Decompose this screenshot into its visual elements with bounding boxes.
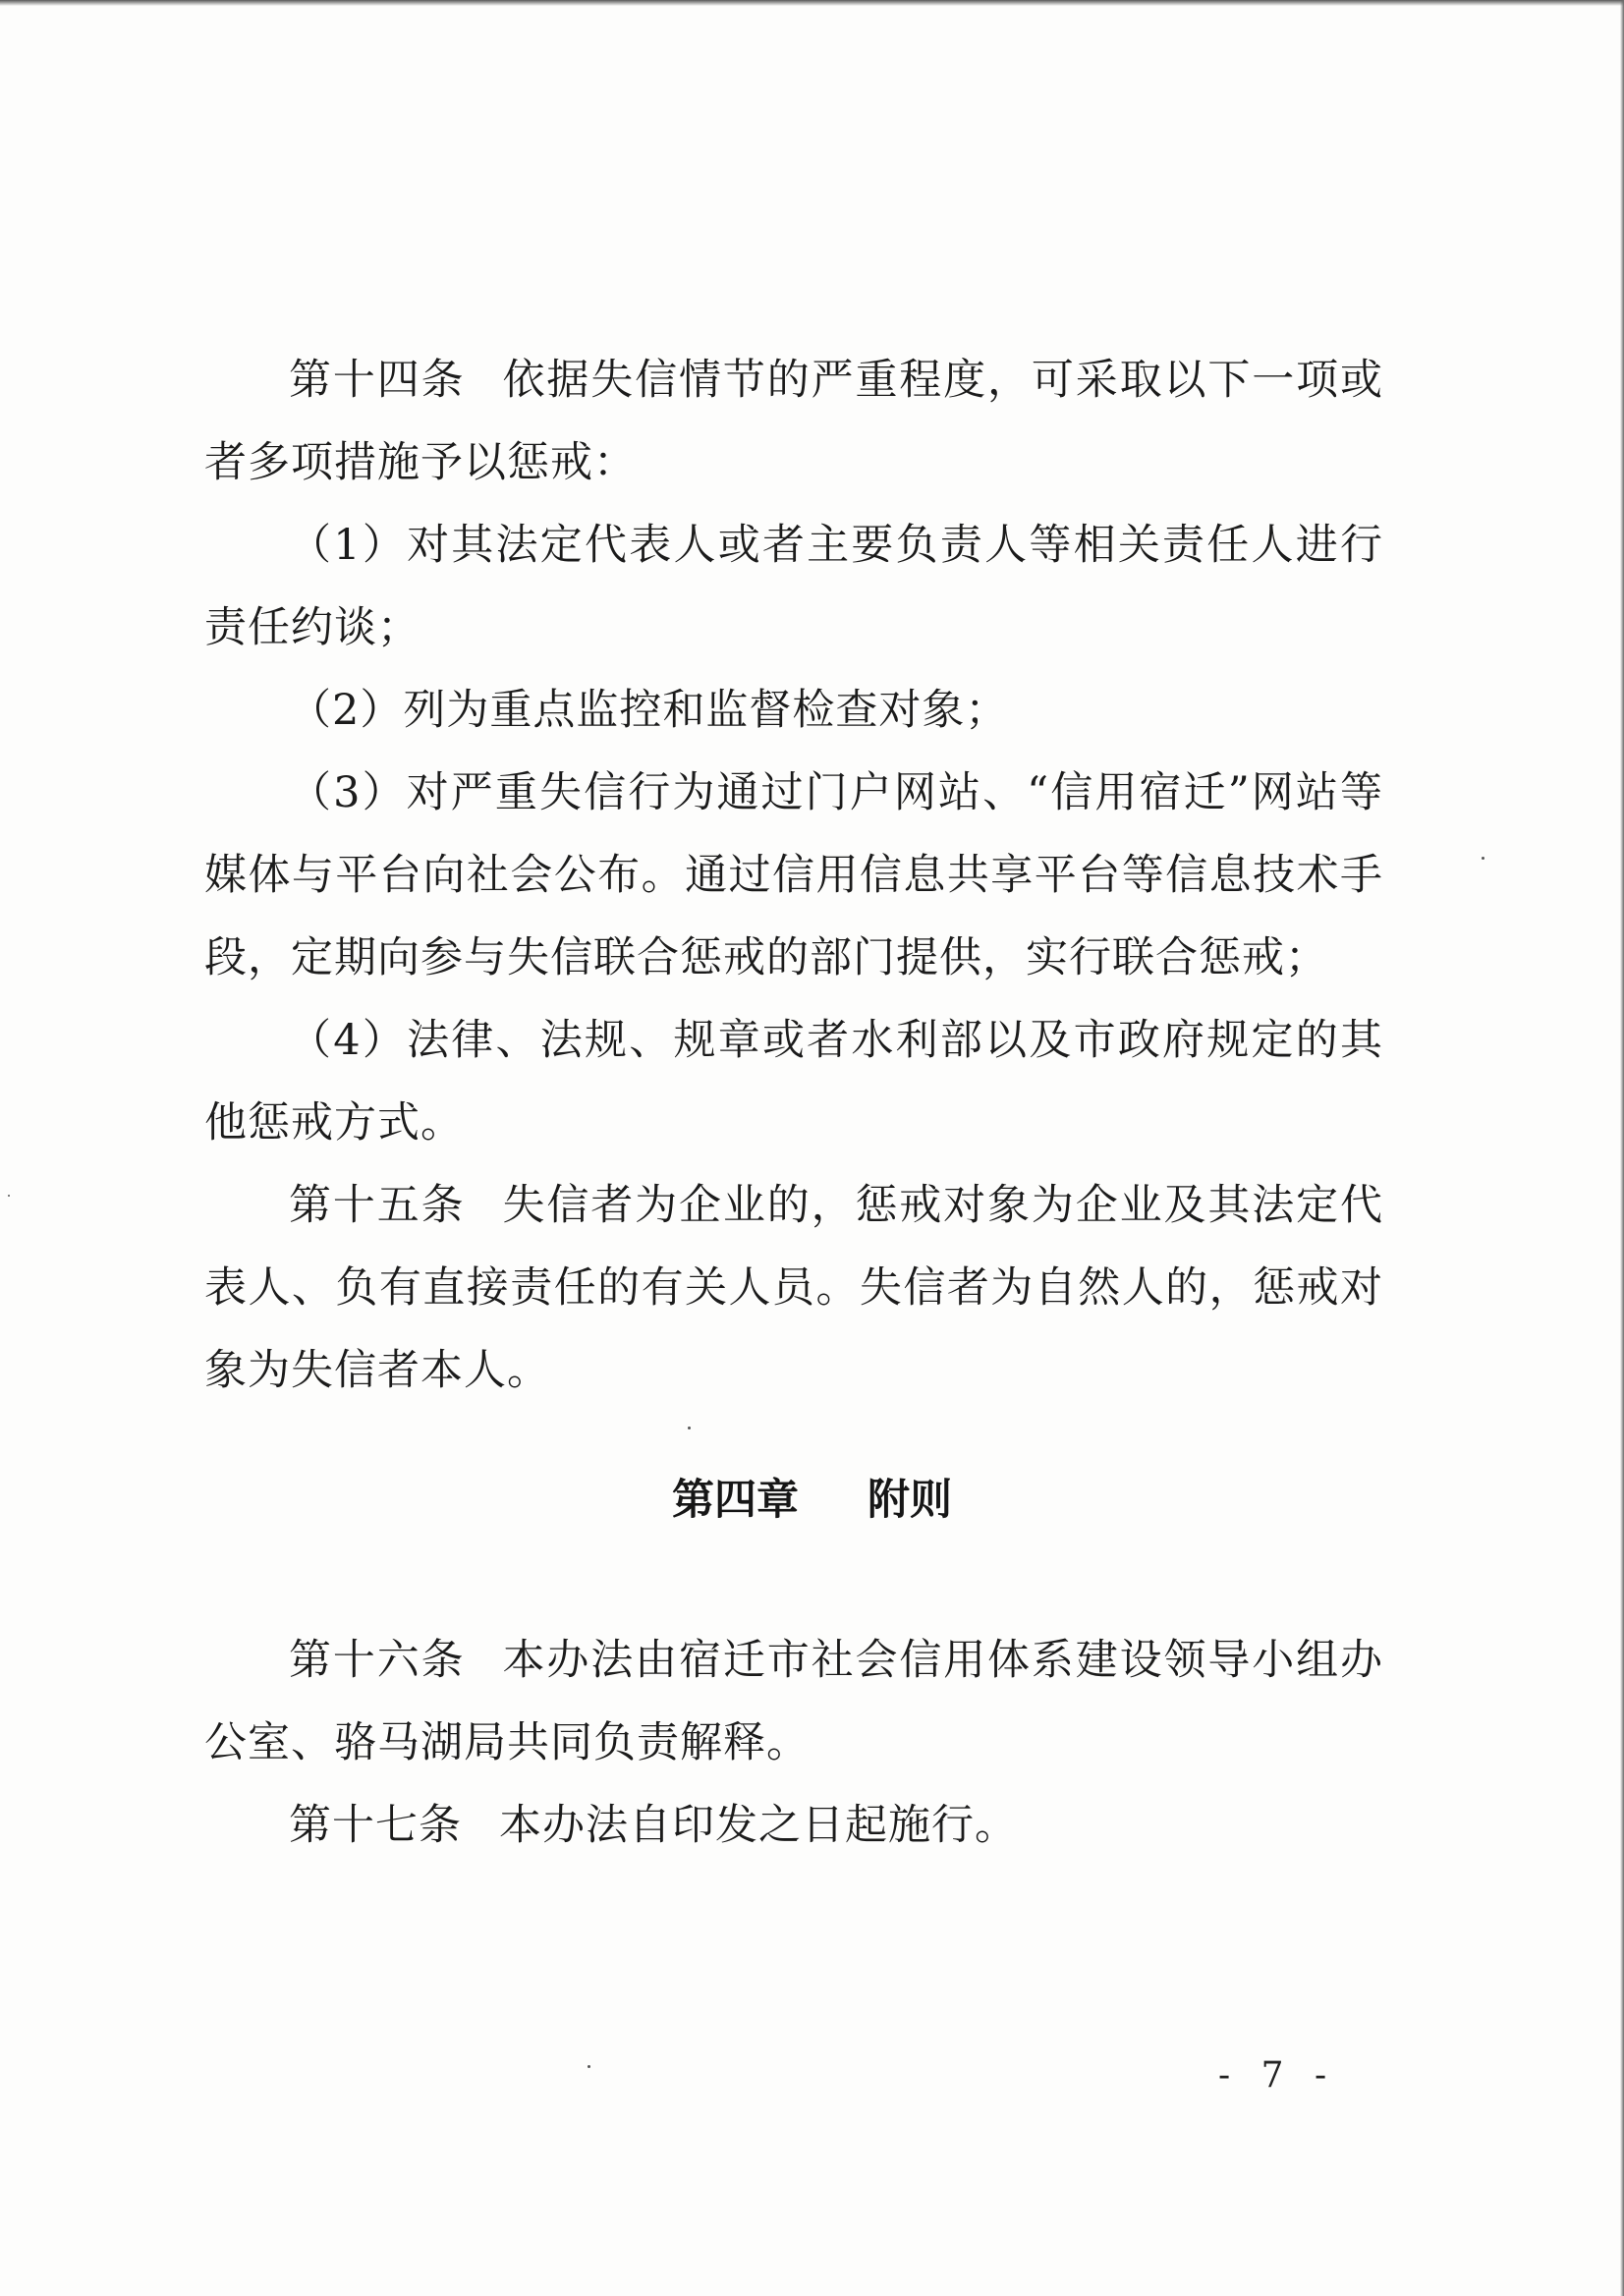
article-label: 第十六条 xyxy=(289,1636,466,1685)
article-text: 本办法自印发之日起施行。 xyxy=(499,1801,1018,1850)
article-16 xyxy=(204,1619,1383,1784)
articles-top xyxy=(204,339,1383,1412)
page-number: - 7 - xyxy=(1218,2055,1337,2096)
measure-item-4 xyxy=(204,999,1383,1164)
measure-text: （2）列为重点监控和监督检查对象； xyxy=(289,686,1009,735)
measure-text: （1）对其法定代表人或者主要负责人等相关责任人进行责任约谈； xyxy=(204,521,1383,652)
measure-item-3 xyxy=(204,752,1383,999)
scan-speck xyxy=(8,1195,10,1197)
chapter-heading xyxy=(0,1471,1624,1530)
article-text: 本办法由宿迁市社会信用体系建设领导小组办公室、骆马湖局共同负责解释。 xyxy=(204,1636,1384,1767)
scan-edge-top xyxy=(0,0,1624,6)
measure-text: （3）对严重失信行为通过门户网站、“信用宿迁”网站等媒体与平台向社会公布。通过信用信息共享平台等信息技术手段，定期向参与失信联合惩戒的部门提供，实行联合惩戒； xyxy=(204,768,1383,982)
measure-text: （4）法律、法规、规章或者水利部以及市政府规定的其他惩戒方式。 xyxy=(204,1016,1383,1148)
chapter-number: 第四章 xyxy=(672,1476,799,1525)
scan-speck xyxy=(588,2065,590,2068)
chapter-title: 附则 xyxy=(868,1476,952,1525)
scan-speck xyxy=(1482,857,1484,860)
article-text: 依据失信情节的严重程度，可采取以下一项或者多项措施予以惩戒： xyxy=(204,356,1384,487)
scan-edge-right xyxy=(1620,0,1624,2296)
article-17 xyxy=(204,1784,1383,1867)
article-text: 失信者为企业的，惩戒对象为企业及其法定代表人、负有直接责任的有关人员。失信者为自然人的，惩戒对象为失信者本人。 xyxy=(204,1181,1384,1395)
article-15 xyxy=(204,1164,1383,1412)
article-label: 第十五条 xyxy=(289,1181,466,1230)
article-label: 第十四条 xyxy=(289,356,466,405)
scan-speck xyxy=(688,1427,691,1429)
article-label: 第十七条 xyxy=(289,1801,462,1850)
measure-item-2 xyxy=(204,669,1383,752)
measure-item-1 xyxy=(204,504,1383,669)
articles-bottom xyxy=(204,1619,1383,1867)
article-14 xyxy=(204,339,1383,504)
